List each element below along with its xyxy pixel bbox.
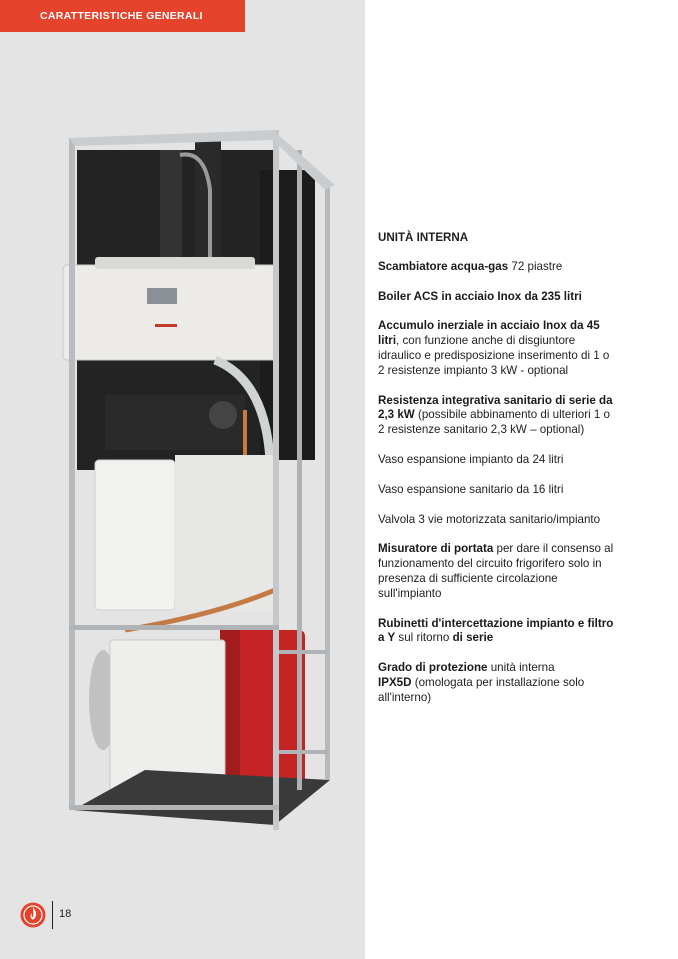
section-title: UNITÀ INTERNA (378, 231, 469, 244)
specifications-list (378, 231, 618, 721)
spec-item: Resistenza integrativa sanitario di serie da 2,3 kW (possibile abbinamento di ulteriori 1 o 2 resistenze sanitario 2,3 kW – optional) (378, 393, 613, 437)
footer-divider (52, 901, 53, 929)
spec-item: Accumulo inerziale in acciaio Inox da 45 litri, con funzione anche di disgiuntore idraulico e predisposizione inserimento di 1 o 2 resistenze impianto 3 kW - optional (378, 319, 610, 377)
spec-item: Valvola 3 vie motorizzata sanitario/impianto (378, 512, 601, 526)
section-header-title: CARATTERISTICHE GENERALI (40, 10, 203, 22)
brand-flame-icon (20, 902, 46, 928)
spec-item: Rubinetti d'intercettazione impianto e filtro a Y sul ritorno di serie (378, 616, 614, 645)
spec-item: Boiler ACS in acciaio Inox da 235 litri (378, 289, 582, 303)
spec-item: Vaso espansione impianto da 24 litri (378, 452, 564, 466)
indoor-unit-illustration (55, 110, 345, 840)
spec-item: Misuratore di portata per dare il consenso al funzionamento del circuito frigorifero solo in presenza di sufficiente circolazione sull'impianto (378, 542, 614, 600)
spec-item: Vaso espansione sanitario da 16 litri (378, 482, 564, 496)
spec-item: Scambiatore acqua-gas 72 piastre (378, 259, 563, 273)
page-number: 18 (59, 908, 72, 920)
section-header-band (0, 0, 245, 32)
spec-item: Grado di protezione unità interna IPX5D (omologata per installazione solo all'interno) (378, 661, 585, 704)
